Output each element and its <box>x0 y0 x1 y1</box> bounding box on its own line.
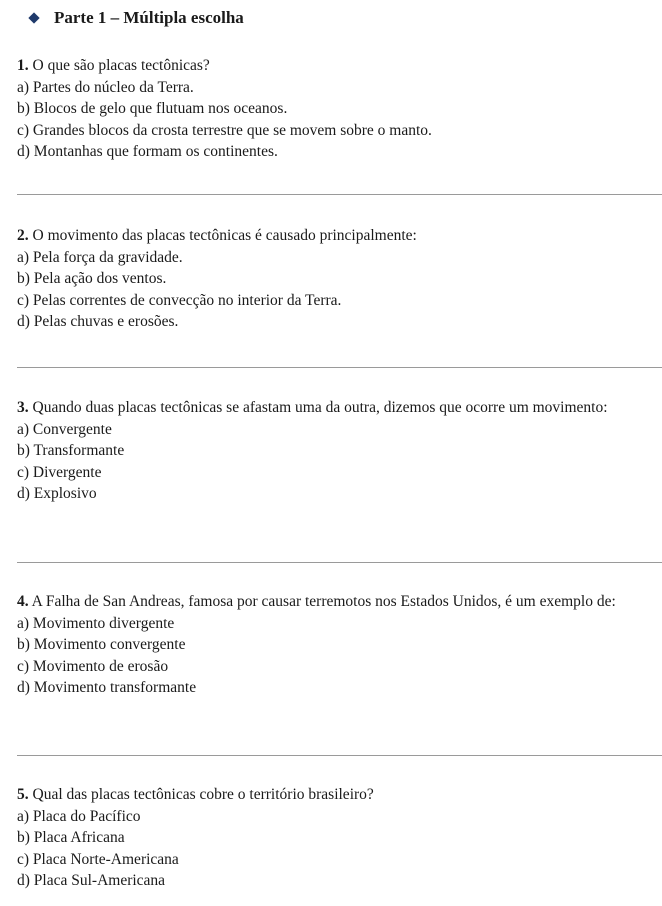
divider-1 <box>17 194 662 195</box>
question-2-option-b: b) Pela ação dos ventos. <box>17 270 167 287</box>
question-4-option-a: a) Movimento divergente <box>17 614 175 632</box>
question-1-number: 1. <box>17 57 29 74</box>
question-2-option-a: a) Pela força da gravidade. <box>17 248 183 266</box>
question-3-text: Quando duas placas tectônicas se afastam uma da outra, dizemos que ocorre um movimento: <box>32 399 608 416</box>
question-4-option-c: c) Movimento de erosão <box>17 657 169 675</box>
question-2-option-d: d) Pelas chuvas e erosões. <box>17 313 179 330</box>
question-4-number: 4. <box>17 593 29 610</box>
question-3-option-b: b) Transformante <box>17 442 125 459</box>
question-4-text: A Falha de San Andreas, famosa por causar terremotos nos Estados Unidos, é um exemplo de: <box>31 593 616 610</box>
question-3-option-d: d) Explosivo <box>17 485 97 502</box>
question-2 <box>17 225 657 333</box>
section-title: Parte 1 – Múltipla escolha <box>54 8 244 27</box>
question-4-option-b: b) Movimento convergente <box>17 636 186 653</box>
question-1 <box>17 55 657 163</box>
question-1-prompt <box>17 55 657 77</box>
question-1-option-c: c) Grandes blocos da crosta terrestre que se movem sobre o manto. <box>17 121 432 139</box>
question-5-option-a: a) Placa do Pacífico <box>17 807 141 825</box>
question-5-number: 5. <box>17 786 29 803</box>
question-1-option-b: b) Blocos de gelo que flutuam nos oceanos. <box>17 100 288 117</box>
question-4-option-d: d) Movimento transformante <box>17 679 197 696</box>
question-5-text: Qual das placas tectônicas cobre o território brasileiro? <box>32 786 374 803</box>
diamond-bullet-icon <box>28 12 39 23</box>
question-5 <box>17 784 657 892</box>
question-3-number: 3. <box>17 399 29 416</box>
question-2-number: 2. <box>17 227 29 244</box>
question-1-text: O que são placas tectônicas? <box>32 57 210 74</box>
question-4 <box>17 591 657 699</box>
question-2-text: O movimento das placas tectônicas é causado principalmente: <box>32 227 417 244</box>
question-3-option-a: a) Convergente <box>17 420 112 438</box>
divider-3 <box>17 562 662 563</box>
question-5-option-b: b) Placa Africana <box>17 829 125 846</box>
section-header <box>26 6 244 30</box>
question-5-option-c: c) Placa Norte-Americana <box>17 850 179 868</box>
question-3-prompt <box>17 397 657 419</box>
question-1-option-a: a) Partes do núcleo da Terra. <box>17 78 194 96</box>
question-3 <box>17 397 657 505</box>
question-4-prompt <box>17 591 657 613</box>
question-3-option-c: c) Divergente <box>17 463 102 481</box>
divider-2 <box>17 367 662 368</box>
question-1-option-d: d) Montanhas que formam os continentes. <box>17 143 278 160</box>
question-5-option-d: d) Placa Sul-Americana <box>17 872 166 889</box>
divider-4 <box>17 755 662 756</box>
question-5-prompt <box>17 784 657 806</box>
question-2-option-c: c) Pelas correntes de convecção no interior da Terra. <box>17 291 342 309</box>
question-2-prompt <box>17 225 657 247</box>
